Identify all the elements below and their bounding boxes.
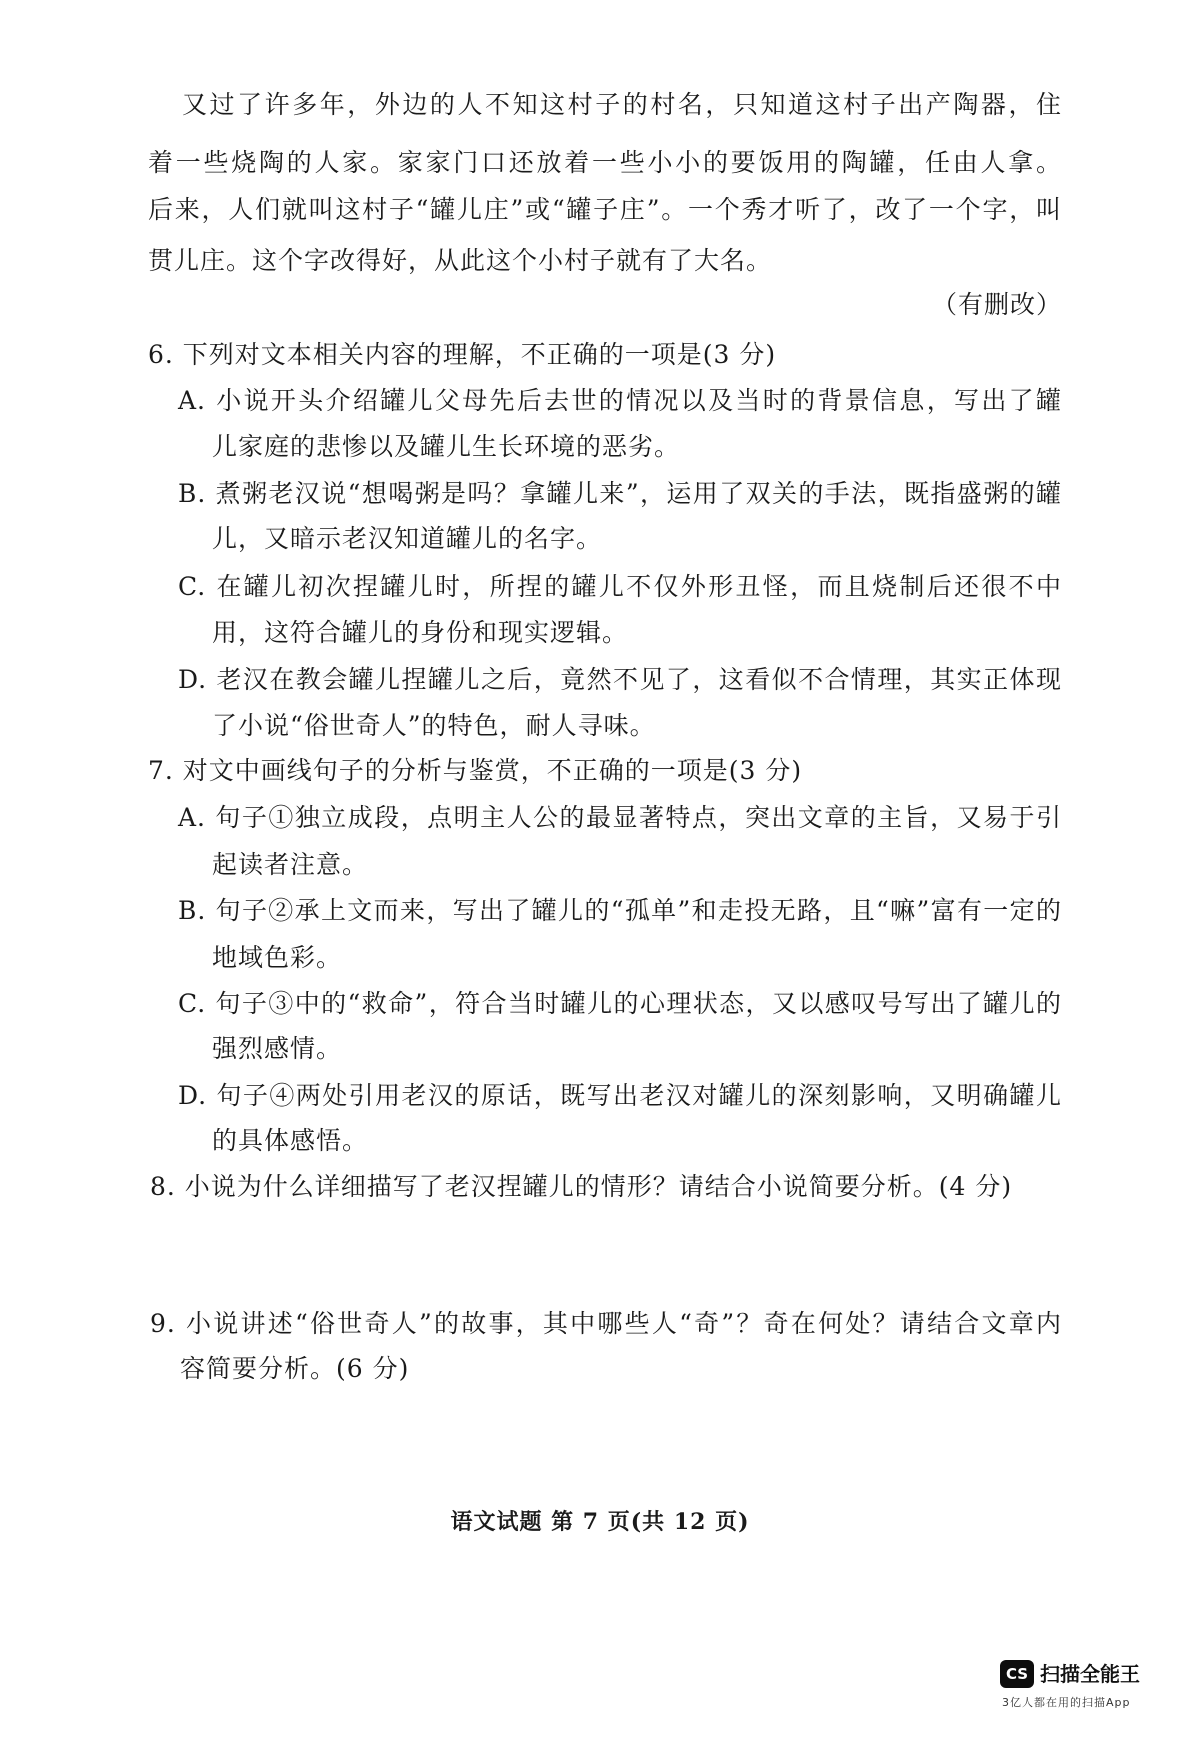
q6-option-b-line-2: 儿，又暗示老汉知道罐儿的名字。 <box>212 524 603 553</box>
q7-option-a-line-1: A. 句子①独立成段，点明主人公的最显著特点，突出文章的主旨，又易于引 <box>178 803 1062 832</box>
question-6-stem: 6. 下列对文本相关内容的理解，不正确的一项是(3 分) <box>148 340 777 369</box>
q7-option-b-line-2: 地域色彩。 <box>212 943 343 972</box>
q7-option-c-line-1: C. 句子③中的“救命”，符合当时罐儿的心理状态，又以感叹号写出了罐儿的 <box>178 989 1062 1018</box>
passage-line-1: 又过了许多年，外边的人不知这村子的村名，只知道这村子出产陶器，住 <box>182 90 1062 119</box>
q6-option-b-line-1: B. 煮粥老汉说“想喝粥是吗？拿罐儿来”，运用了双关的手法，既指盛粥的罐 <box>178 479 1062 508</box>
page-footer: 语文试题 第 7 页(共 12 页) <box>450 1509 750 1535</box>
q7-option-d-line-1: D. 句子④两处引用老汉的原话，既写出老汉对罐儿的深刻影响，又明确罐儿 <box>178 1081 1062 1110</box>
q7-option-c-line-2: 强烈感情。 <box>212 1034 343 1063</box>
passage-line-3: 后来，人们就叫这村子“罐儿庄”或“罐子庄”。一个秀才听了，改了一个字，叫 <box>148 195 1062 224</box>
q7-option-b-line-1: B. 句子②承上文而来，写出了罐儿的“孤单”和走投无路，且“嘛”富有一定的 <box>178 896 1062 925</box>
scanner-app-tagline: 3亿人都在用的扫描App <box>1002 1696 1131 1709</box>
q6-option-d-line-1: D. 老汉在教会罐儿捏罐儿之后，竟然不见了，这看似不合情理，其实正体现 <box>178 665 1062 694</box>
passage-note: （有删改） <box>931 290 1062 319</box>
q6-option-c-line-1: C. 在罐儿初次捏罐儿时，所捏的罐儿不仅外形丑怪，而且烧制后还很不中 <box>178 572 1062 601</box>
question-8-stem: 8. 小说为什么详细描写了老汉捏罐儿的情形？请结合小说简要分析。(4 分) <box>150 1172 1013 1201</box>
q6-option-d-line-2: 了小说“俗世奇人”的特色，耐人寻味。 <box>212 711 656 740</box>
q6-option-a-line-1: A. 小说开头介绍罐儿父母先后去世的情况以及当时的背景信息，写出了罐 <box>178 386 1062 415</box>
passage-line-4: 贯儿庄。这个字改得好，从此这个小村子就有了大名。 <box>148 246 773 275</box>
q6-option-c-line-2: 用，这符合罐儿的身份和现实逻辑。 <box>212 618 629 647</box>
question-7-stem: 7. 对文中画线句子的分析与鉴赏，不正确的一项是(3 分) <box>148 756 803 785</box>
camscanner-logo-icon: CS <box>1000 1660 1034 1688</box>
passage-line-2: 着一些烧陶的人家。家家门口还放着一些小小的要饭用的陶罐，任由人拿。 <box>148 148 1062 177</box>
q7-option-d-line-2: 的具体感悟。 <box>212 1126 369 1155</box>
question-9-stem-line-1: 9. 小说讲述“俗世奇人”的故事，其中哪些人“奇”？奇在何处？请结合文章内 <box>150 1309 1062 1338</box>
q7-option-a-line-2: 起读者注意。 <box>212 850 369 879</box>
question-9-stem-line-2: 容简要分析。(6 分) <box>180 1354 410 1383</box>
q6-option-a-line-2: 儿家庭的悲惨以及罐儿生长环境的恶劣。 <box>212 432 681 461</box>
scanner-watermark <box>1000 1660 1160 1720</box>
scanner-app-name: 扫描全能王 <box>1040 1662 1140 1686</box>
